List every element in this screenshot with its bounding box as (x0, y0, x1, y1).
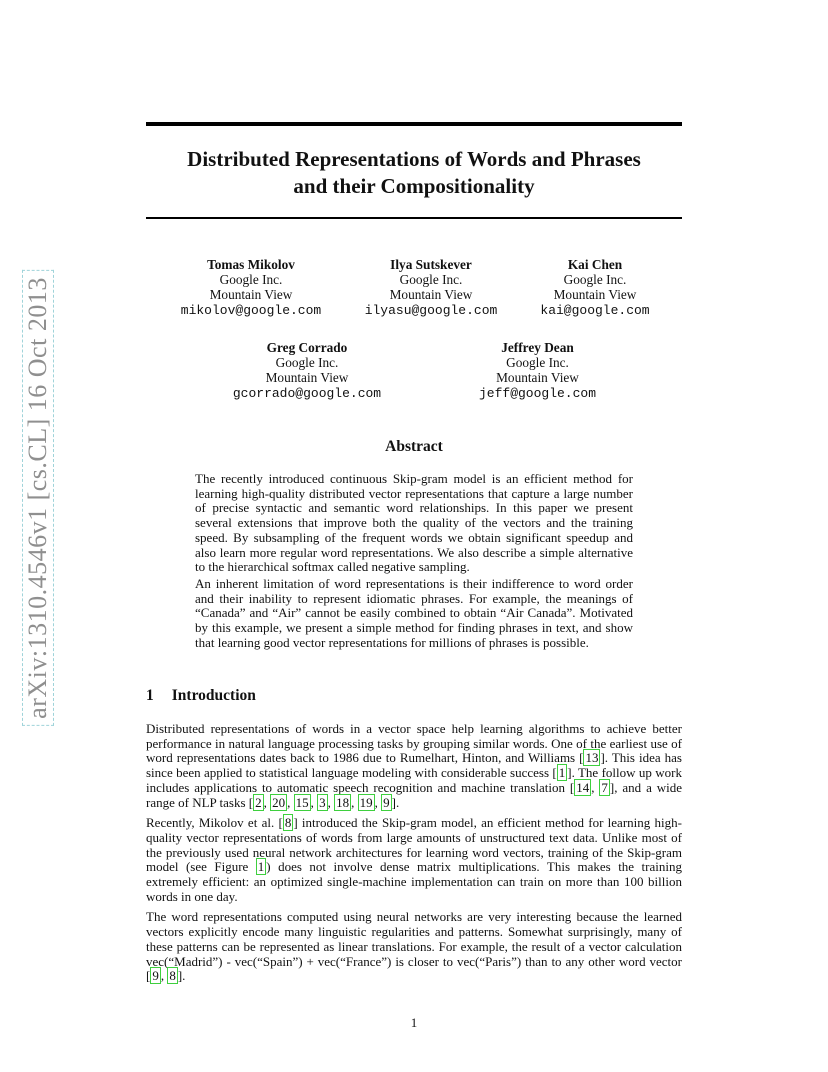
introduction-body (146, 722, 682, 990)
citation-link[interactable]: 3 (319, 794, 326, 810)
author-name: Tomas Mikolov (207, 257, 295, 272)
author-email[interactable]: ilyasu@google.com (364, 302, 498, 318)
text-run: The word representations computed using neural networks are very interesting because the learned vectors explicitly encode many linguistic regularities and patterns. Somewhat surprisingly, many of these patterns can be represented as linear translations. For example, the result of a vector calculation vec(“Madrid”) - vec(“Spain”) + vec(“France”) is closer to vec(“Paris”) than to any other word vector [ (146, 909, 682, 984)
body-paragraph (146, 722, 682, 810)
abstract-paragraph: An inherent limitation of word representations is their indifference to word order and their inability to represent idiomatic phrases. For example, the meanings of “Canada” and “Air” cannot be easily combined to obtain “Air Canada”. Motivated by this example, we present a simple method for finding phrases in text, and show that learning good vector representations for millions of phrases is possible. (195, 575, 633, 650)
text-run: , (327, 794, 335, 810)
citation-link[interactable]: 2 (255, 794, 262, 810)
citation-link[interactable]: 15 (295, 794, 309, 810)
section-title: Introduction (171, 687, 256, 704)
author-email[interactable]: jeff@google.com (478, 385, 597, 401)
author-location: Mountain View (389, 287, 473, 303)
author-block (351, 257, 511, 318)
citation-link[interactable]: 20 (272, 794, 286, 810)
author-affiliation: Google Inc. (506, 355, 569, 371)
text-run: , (263, 794, 271, 810)
page-number: 1 (410, 1015, 418, 1030)
text-run: ]. This idea has since been applied to statistical language modeling with considerable success [ (146, 750, 682, 781)
author-email[interactable]: kai@google.com (540, 302, 650, 318)
author-block (520, 257, 670, 318)
author-email[interactable]: gcorrado@google.com (232, 385, 382, 401)
abstract-paragraph: The recently introduced continuous Skip-gram model is an efficient method for learning high-quality distributed vector representations that capture a large number of precise syntactic and semantic word relationships. In this paper we present several extensions that improve both the quality of the vectors and the training speed. By subsampling of the frequent words we obtain significant speedup and also learn more regular word representations. We also describe a simple alternative to the hierarchical softmax called negative sampling. (195, 471, 633, 575)
body-paragraph (146, 910, 682, 984)
author-location: Mountain View (553, 287, 637, 303)
section-number: 1 (146, 687, 154, 704)
figure-reference-link[interactable]: 1 (257, 859, 265, 875)
author-location: Mountain View (265, 370, 349, 386)
paper-title (146, 146, 682, 200)
text-run: ] introduced the Skip-gram model, an efficient method for learning high-quality vector representations of words from large amounts of unstructured text data. Unlike most of the previously used neural network architectures for learning word vectors, training of the Skip-gram model (see Figure (146, 815, 682, 875)
text-run: ]. (391, 794, 400, 810)
author-affiliation: Google Inc. (563, 272, 627, 288)
citation-link[interactable]: 8 (284, 815, 292, 831)
citation-link[interactable]: 14 (576, 779, 590, 795)
text-run: Recently, Mikolov et al. [ (146, 815, 283, 831)
abstract-heading: Abstract (385, 438, 443, 455)
text-run: ) does not involve dense matrix multiplications. This makes the training extremely efficient: an optimized single-machine implementation can train on more than 100 billion words in one day. (146, 859, 682, 904)
author-block (172, 257, 330, 318)
citation-link[interactable]: 9 (152, 968, 159, 984)
author-affiliation: Google Inc. (219, 272, 283, 288)
citation-link[interactable]: 1 (558, 765, 566, 781)
section-heading (146, 687, 256, 705)
citation-link[interactable]: 9 (383, 794, 390, 810)
text-run: ]. (177, 968, 186, 984)
author-name: Greg Corrado (266, 340, 348, 355)
title-line-1: Distributed Representations of Words and Phrases (187, 147, 641, 171)
title-top-rule (146, 122, 682, 126)
text-run: , (310, 794, 318, 810)
citation-link[interactable]: 18 (336, 794, 350, 810)
author-email[interactable]: mikolov@google.com (180, 302, 322, 318)
author-block (460, 340, 615, 401)
title-bottom-rule (146, 217, 682, 219)
text-run: ], and a wide range of NLP tasks [ (146, 779, 683, 810)
author-location: Mountain View (496, 370, 579, 386)
author-name: Jeffrey Dean (501, 340, 574, 355)
text-run: ]. The follow up work includes applications to automatic speech recognition and machine translation [ (146, 765, 683, 795)
citation-link[interactable]: 19 (359, 794, 373, 810)
author-location: Mountain View (209, 287, 293, 303)
text-run: , (287, 794, 294, 810)
author-affiliation: Google Inc. (399, 272, 463, 288)
citation-link[interactable]: 7 (601, 779, 608, 795)
body-paragraph (146, 816, 682, 904)
author-affiliation: Google Inc. (275, 355, 339, 371)
text-run: , (591, 779, 600, 795)
citation-link[interactable]: 13 (585, 750, 599, 766)
text-run: Distributed representations of words in a vector space help learning algorithms to achieve better performance in natural language processing tasks by grouping similar words. One of the earliest use of word representations dates back to 1986 due to Rumelhart, Hinton, and Williams [ (146, 721, 682, 766)
title-line-2: and their Compositionality (293, 174, 535, 198)
author-block (226, 340, 388, 401)
text-run: , (351, 794, 358, 810)
citation-link[interactable]: 8 (169, 968, 176, 984)
text-run: , (374, 794, 382, 810)
arxiv-identifier-text[interactable]: arXiv:1310.4546v1 [cs.CL] 16 Oct 2013 (22, 270, 54, 726)
text-run: , (160, 968, 168, 984)
author-name: Ilya Sutskever (390, 257, 472, 272)
abstract-body (195, 472, 633, 652)
author-name: Kai Chen (567, 257, 623, 272)
